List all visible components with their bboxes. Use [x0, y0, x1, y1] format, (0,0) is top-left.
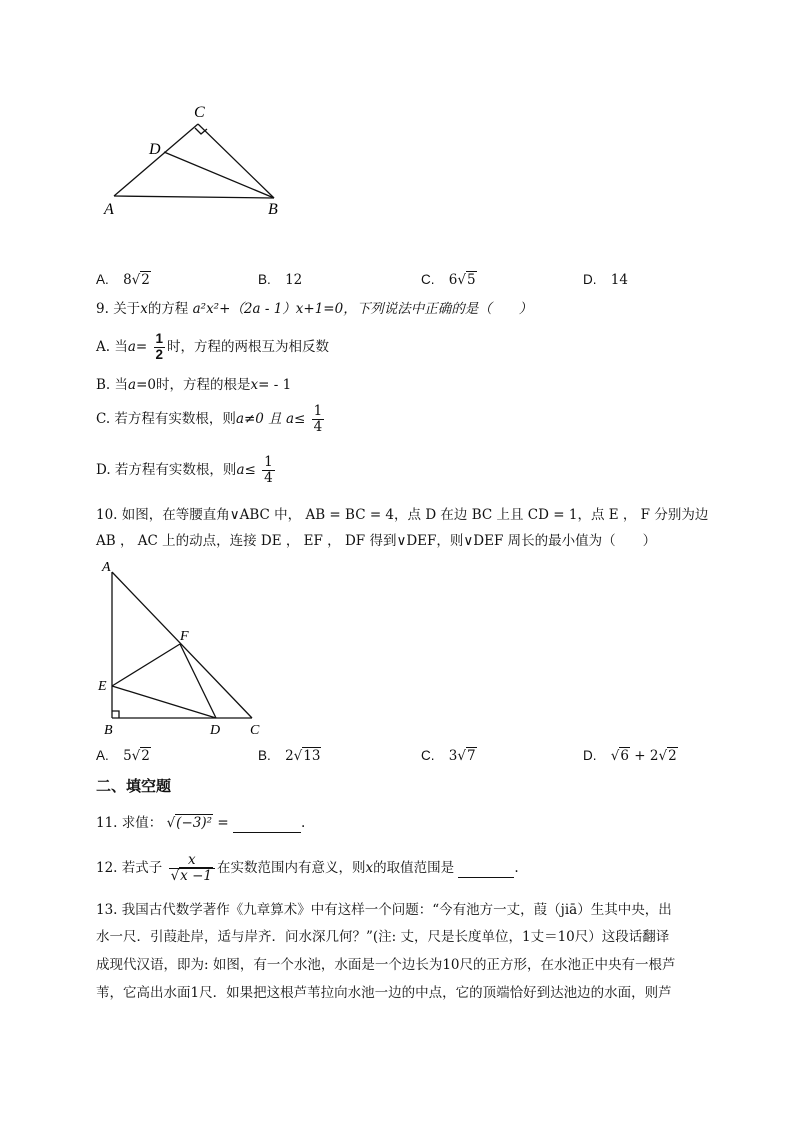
radicand: 2: [668, 748, 677, 764]
var: x: [365, 859, 374, 876]
radicand: 13: [303, 748, 321, 764]
option-letter: D.: [583, 748, 597, 763]
option-letter: A.: [96, 272, 109, 287]
option-letter: D.: [583, 272, 597, 287]
q10-stem-line1: 10. 如图，在等腰直角∨ABC 中， AB = BC = 4，点 D 在边 BC 上且 CD = 1，点 E ， F 分别为边: [96, 507, 709, 523]
label-B: B: [104, 723, 113, 738]
radicand: 2: [141, 272, 150, 288]
q11: [96, 815, 305, 833]
question-text: 12. 若式子: [96, 859, 163, 876]
q12: [96, 853, 519, 884]
question-number: 9.: [96, 301, 109, 317]
q10-option-b[interactable]: [258, 748, 321, 765]
option-coef: 5: [123, 748, 132, 764]
q8-option-d[interactable]: [583, 272, 628, 289]
stem-text: 关于: [113, 301, 141, 317]
option-text: 14: [610, 272, 628, 288]
triangle-figure-2: [96, 558, 276, 740]
triangle-figure-1: [100, 100, 300, 220]
question-text: 的取值范围是: [373, 859, 455, 876]
var: x: [250, 377, 259, 393]
option-coef: 6: [448, 272, 458, 288]
q9-stem: [96, 301, 532, 318]
option-letter: C.: [421, 272, 435, 287]
stem-var: x: [140, 301, 148, 317]
denominator: √x −1: [170, 867, 212, 884]
label-D: D: [149, 141, 161, 158]
q10-option-c[interactable]: [421, 748, 477, 765]
option-plus: + 2: [634, 748, 659, 764]
equation: a²x²+（2a - 1）x+1=0，下列说法中正确的是（ ）: [192, 301, 533, 317]
numerator: 1: [313, 403, 323, 419]
var: a: [128, 377, 137, 393]
radicand: 6: [620, 748, 629, 764]
label-C: C: [250, 723, 260, 738]
eq: =: [135, 338, 148, 355]
sqrt-symbol: √6: [610, 748, 629, 764]
period: .: [300, 815, 306, 831]
q10-stem-line2: AB ， AC 上的动点，连接 DE ， EF ， DF 得到∨DEF，则∨DEF 周长的最小值为（ ）: [96, 533, 657, 549]
sqrt-symbol: √2: [131, 748, 150, 764]
label-E: E: [98, 679, 107, 694]
option-coef: 8: [123, 272, 132, 288]
sqrt-symbol: √13: [293, 748, 321, 764]
label-A: A: [102, 560, 111, 575]
radicand: (−3)²: [176, 815, 213, 831]
option-text: A. 当: [96, 338, 128, 355]
q13-line2: 水一尺．引葭赴岸，适与岸齐．问水深几何？”(注: 丈，尺是长度单位，1丈＝10尺）这段话翻译: [96, 929, 670, 945]
q8-option-b[interactable]: [258, 272, 302, 289]
q13-line1: 13. 我国古代数学著作《九章算术》中有这样一个问题：“今有池方一丈，葭（jiā）生其中央，出: [96, 902, 672, 918]
period: .: [514, 859, 519, 876]
option-letter: C.: [421, 748, 435, 763]
option-coef: 3: [448, 748, 458, 764]
numerator: 1: [264, 454, 273, 470]
option-text: =0时，方程的根是: [136, 377, 251, 393]
question-text: 在实数范围内有意义，则: [216, 859, 366, 876]
radicand: 2: [141, 748, 150, 764]
q13-line4: 苇，它高出水面1尺．如果把这根芦苇拉向水池一边的中点，它的顶端恰好到达池边的水面，则芦: [96, 985, 672, 1001]
option-coef: 2: [285, 748, 294, 764]
option-letter: B.: [258, 272, 271, 287]
option-letter: A.: [96, 748, 109, 763]
sqrt-symbol: √(−3)²: [166, 815, 213, 831]
condition: a≠0 且 a≤: [235, 410, 306, 427]
sqrt-symbol: √5: [457, 272, 476, 288]
option-text: = - 1: [258, 377, 292, 393]
label-F: F: [180, 629, 189, 644]
label-D: D: [210, 723, 221, 738]
q8-option-a[interactable]: [96, 272, 151, 289]
q10-option-a[interactable]: [96, 748, 151, 765]
q10-option-d[interactable]: [583, 748, 678, 765]
numerator: 1: [155, 331, 164, 346]
denominator: 2: [155, 346, 164, 362]
radicand: 5: [467, 272, 476, 288]
q9-option-b[interactable]: [96, 377, 291, 394]
answer-blank[interactable]: [233, 815, 301, 833]
label-C: C: [194, 104, 205, 121]
radicand: x −1: [180, 867, 212, 884]
question-text: 11. 求值：: [96, 815, 163, 831]
answer-blank[interactable]: [458, 860, 514, 878]
denominator: 4: [313, 418, 323, 435]
radicand: 7: [467, 748, 476, 764]
option-text: C. 若方程有实数根，则: [96, 410, 236, 427]
q13-line3: 成现代汉语，即为: 如图，有一个水池，水面是一个边长为10尺的正方形，在水池正中央有一根芦: [96, 957, 676, 973]
option-text: 12: [285, 272, 303, 288]
condition: a≤: [236, 461, 256, 478]
q9-option-a[interactable]: [96, 332, 329, 363]
label-B: B: [268, 201, 278, 218]
q9-option-d[interactable]: [96, 455, 277, 486]
equals: =: [217, 815, 229, 831]
sqrt-symbol: √7: [457, 748, 476, 764]
fraction: [312, 404, 325, 435]
sqrt-symbol: √2: [658, 748, 677, 764]
section-title: 二、填空题: [96, 778, 172, 795]
fraction: [262, 455, 275, 486]
numerator: x: [169, 853, 215, 869]
fraction: [154, 332, 166, 363]
q8-option-c[interactable]: [421, 272, 477, 289]
var: a: [127, 338, 136, 355]
option-text: 时，方程的两根互为相反数: [167, 338, 330, 355]
stem-text: 的方程: [147, 301, 189, 317]
denominator: 4: [264, 469, 273, 486]
option-letter: B.: [258, 748, 271, 763]
option-text: D. 若方程有实数根，则: [96, 461, 237, 478]
fraction: [169, 853, 215, 884]
option-text: B. 当: [96, 377, 129, 393]
sqrt-symbol: √2: [131, 272, 150, 288]
label-A: A: [104, 201, 114, 218]
q9-option-c[interactable]: [96, 404, 326, 435]
